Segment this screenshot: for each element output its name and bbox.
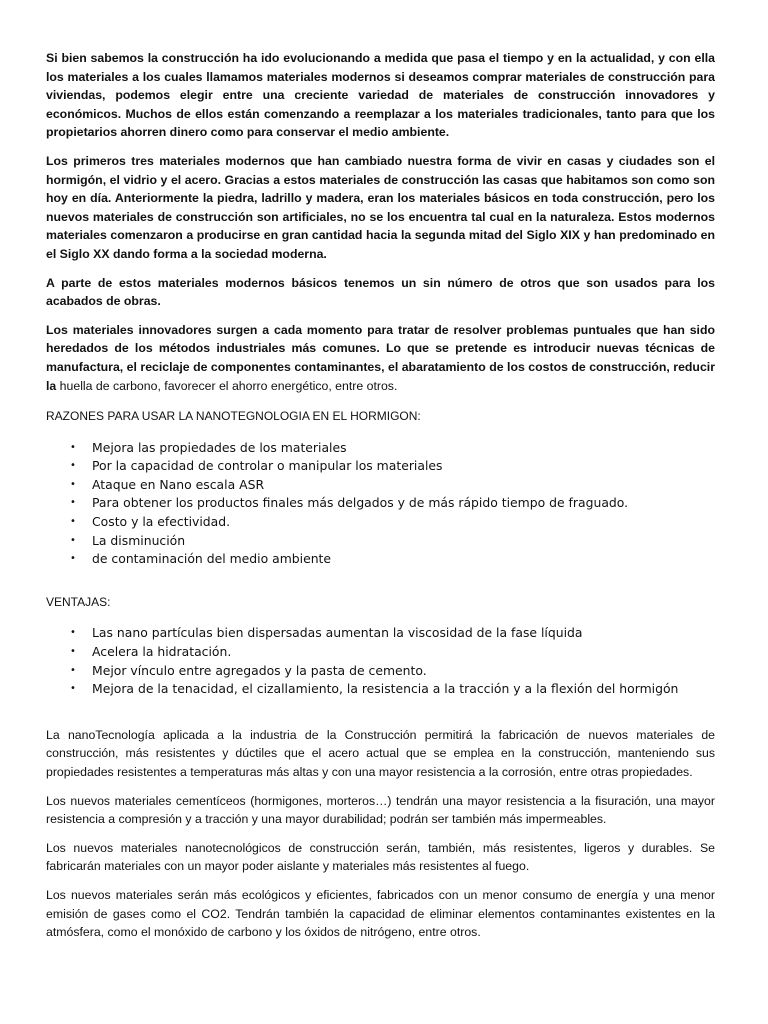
- paragraph-intro: Si bien sabemos la construcción ha ido evolucionando a medida que pasa el tiempo y en la actualidad, y con ella los materiales a los cuales llamamos materiales modernos si deseamos comprar materiales de construcción para viviendas, podemos elegir entre una creciente variedad de materiales de construcción innovadores y económicos. Muchos de ellos están comenzando a reemplazar a los materiales tradicionales, tanto para que los propietarios ahorren dinero como para conservar el medio ambiente.: [46, 51, 715, 140]
- bullet-icon: •: [70, 497, 76, 509]
- list-item-text: Mejor vínculo entre agregados y la pasta de cemento.: [92, 662, 427, 678]
- list-item: [70, 680, 715, 699]
- bullet-icon: •: [70, 478, 76, 490]
- list-item-text: Las nano partículas bien dispersadas aumentan la viscosidad de la fase líquida: [92, 625, 583, 641]
- razones-list: [46, 439, 715, 569]
- paragraph-cementitious: Los nuevos materiales cementíceos (hormigones, morteros…) tendrán una mayor resistencia a la fisuración, una mayor resistencia a compresión y a tracción y una mayor durabilidad; podrán ser también más impermeables.: [46, 793, 715, 827]
- paragraph-finishing: A parte de estos materiales modernos básicos tenemos un sin número de otros que son usados para los acabados de obras.: [46, 275, 715, 309]
- paragraph-ecological: Los nuevos materiales serán más ecológicos y eficientes, fabricados con un menor consumo de energía y una menor emisión de gases como el CO2. Tendrán también la capacidad de eliminar elementos contaminantes existentes en la atmósfera, como el monóxido de carbono y los óxidos de nitrógeno, entre otros.: [46, 887, 715, 940]
- bullet-icon: •: [70, 516, 76, 528]
- list-item: [70, 513, 715, 532]
- ventajas-list: [46, 624, 715, 698]
- list-item-text: Mejora de la tenacidad, el cizallamiento, la resistencia a la tracción y a la flexión del hormigón: [92, 681, 679, 697]
- bullet-icon: •: [70, 460, 76, 472]
- list-item: [70, 457, 715, 476]
- list-item-text: Para obtener los productos finales más delgados y de más rápido tiempo de fraguado.: [92, 495, 629, 511]
- bullet-icon: •: [70, 553, 76, 565]
- bullet-icon: •: [70, 646, 76, 658]
- list-item-text: Ataque en Nano escala ASR: [92, 476, 265, 492]
- list-item-text: Por la capacidad de controlar o manipular los materiales: [92, 458, 443, 474]
- list-item: [70, 550, 715, 569]
- paragraph-innovative: [46, 321, 715, 395]
- razones-heading: RAZONES PARA USAR LA NANOTEGNOLOGIA EN EL HORMIGON:: [46, 409, 421, 424]
- list-item-text: de contaminación del medio ambiente: [92, 551, 332, 567]
- list-item: [70, 476, 715, 495]
- bullet-icon: •: [70, 441, 76, 453]
- bullet-icon: •: [70, 534, 76, 546]
- list-item: [70, 643, 715, 662]
- bullet-icon: •: [70, 664, 76, 676]
- list-item-text: Mejora las propiedades de los materiales: [92, 439, 347, 455]
- list-item: [70, 494, 715, 513]
- list-item: [70, 439, 715, 458]
- paragraph-nanotech-industry: La nanoTecnología aplicada a la industria de la Construcción permitirá la fabricación de nuevos materiales de construcción, más resistentes y dúctiles que el acero actual que se emplea en la construcción, manteniendo sus propiedades resistentes a temperaturas más altas y con una mayor resistencia a la corrosión, entre otras propiedades.: [46, 727, 715, 779]
- bullet-icon: •: [70, 627, 76, 639]
- list-item-text: Acelera la hidratación.: [92, 644, 232, 660]
- paragraph-innovative-regular: huella de carbono, favorecer el ahorro energético, entre otros.: [56, 378, 398, 393]
- list-item-text: Costo y la efectividad.: [92, 514, 231, 530]
- list-item: [70, 624, 715, 643]
- list-item-text: La disminución: [92, 532, 186, 548]
- ventajas-heading: VENTAJAS:: [46, 594, 111, 609]
- paragraph-innovative-bold: Los materiales innovadores surgen a cada momento para tratar de resolver problemas puntuales que han sido heredados de los métodos industriales más comunes. Lo que se pretende es introducir nuevas técnicas de manufactura, el reciclaje de componentes contaminantes, el abaratamiento de los costos de construcción, reducir la: [46, 322, 715, 393]
- paragraph-modern-materials: Los primeros tres materiales modernos que han cambiado nuestra forma de vivir en casas y ciudades son el hormigón, el vidrio y el acero. Gracias a estos materiales de construcción las casas que habitamos son como son hoy en día. Anteriormente la piedra, ladrillo y madera, eran los materiales básicos en toda construcción, pero los nuevos materiales de construcción son artificiales, no se los encuentra tal cual en la naturaleza. Estos modernos materiales comenzaron a producirse en gran cantidad hacia la segunda mitad del Siglo XIX y han predominado en el Siglo XX dando forma a la sociedad moderna.: [46, 153, 715, 261]
- list-item: [70, 532, 715, 551]
- list-item: [70, 662, 715, 681]
- bullet-icon: •: [70, 683, 76, 695]
- paragraph-nanotech-materials: Los nuevos materiales nanotecnológicos de construcción serán, también, más resistentes, ligeros y durables. Se fabricarán materiales con un mayor poder aislante y materiales más resistentes al fuego.: [46, 840, 715, 874]
